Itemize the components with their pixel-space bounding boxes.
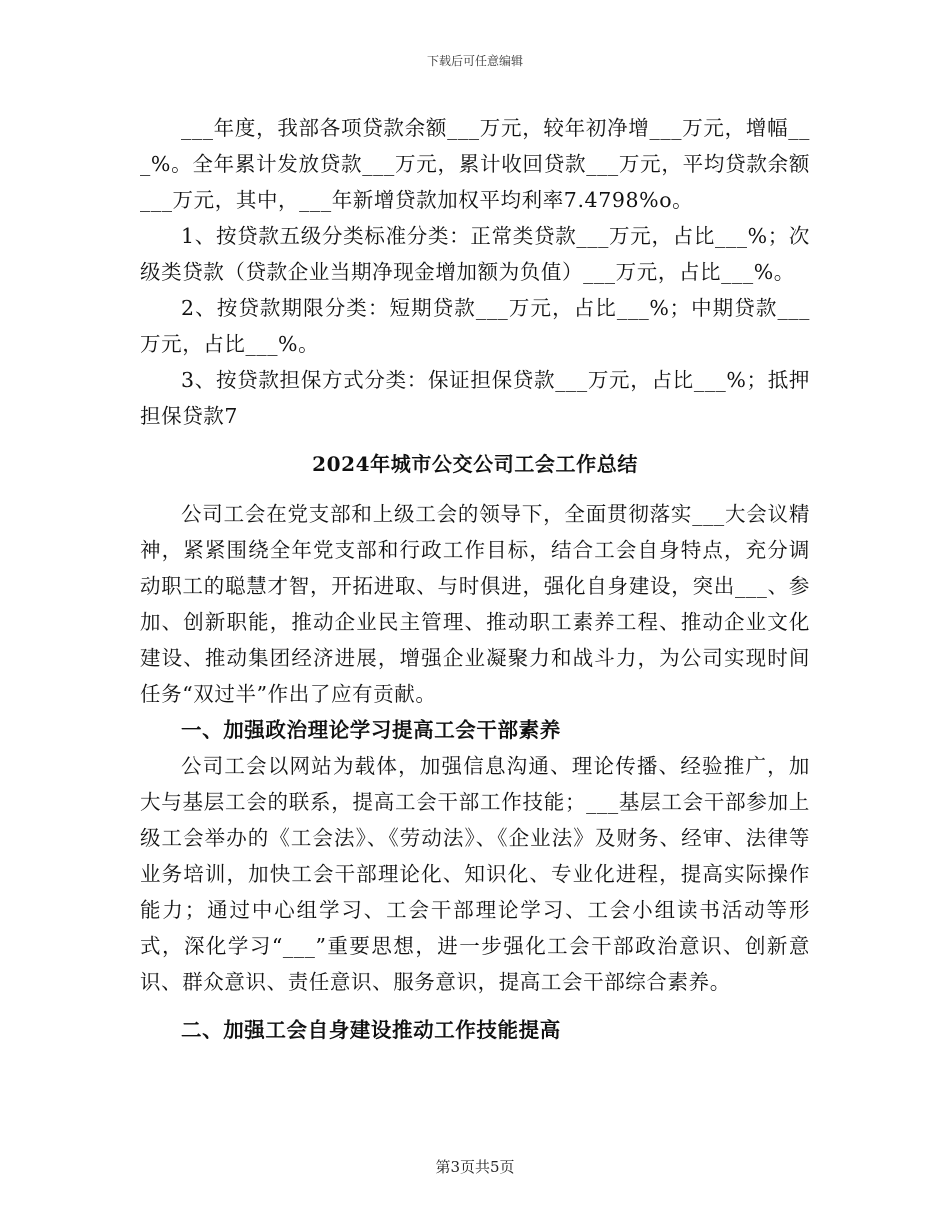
- paragraph-guarantee-classification: 3、按贷款担保方式分类：保证担保贷款___万元，占比___%；抵押担保贷款7: [140, 368, 810, 428]
- paragraph-term-classification: 2、按贷款期限分类：短期贷款___万元，占比___%；中期贷款___万元，占比___%。: [140, 296, 810, 356]
- paragraph-loan-summary: ___年度，我部各项贷款余额___万元，较年初净增___万元，增幅___%。全年累计发放贷款___万元，累计收回贷款___万元，平均贷款余额___万元，其中，___年新增贷款加权平均利率7.4798%o。: [140, 116, 810, 212]
- page-footer: 第3页共5页: [435, 1158, 515, 1176]
- paragraph-five-level-classification: 1、按贷款五级分类标准分类：正常类贷款___万元，占比___%；次级类贷款（贷款企业当期净现金增加额为负值）___万元，占比___%。: [140, 224, 810, 284]
- document-title: 2024年城市公交公司工会工作总结: [312, 452, 638, 476]
- document-body: [140, 110, 810, 1048]
- section-heading-1: 一、加强政治理论学习提高工会干部素养: [181, 718, 561, 742]
- section-heading-2: 二、加强工会自身建设推动工作技能提高: [181, 1018, 561, 1042]
- page-header: 下载后可任意编辑: [426, 54, 523, 68]
- paragraph-intro: 公司工会在党支部和上级工会的领导下，全面贯彻落实___大会议精神，紧紧围绕全年党支部和行政工作目标，结合工会自身特点，充分调动职工的聪慧才智，开拓进取、与时俱进，强化自身建设，突出___、参加、创新职能，推动企业民主管理、推动职工素养工程、推动企业文化建设、推动集团经济进展，增强企业凝聚力和战斗力，为公司实现时间任务“双过半”作出了应有贡献。: [140, 502, 810, 706]
- paragraph-section-1: 公司工会以网站为载体，加强信息沟通、理论传播、经验推广，加大与基层工会的联系，提高工会干部工作技能；___基层工会干部参加上级工会举办的《工会法》、《劳动法》、《企业法》及财务、经审、法律等业务培训，加快工会干部理论化、知识化、专业化进程，提高实际操作能力；通过中心组学习、工会干部理论学习、工会小组读书活动等形式，深化学习“___”重要思想，进一步强化工会干部政治意识、创新意识、群众意识、责任意识、服务意识，提高工会干部综合素养。: [140, 754, 810, 994]
